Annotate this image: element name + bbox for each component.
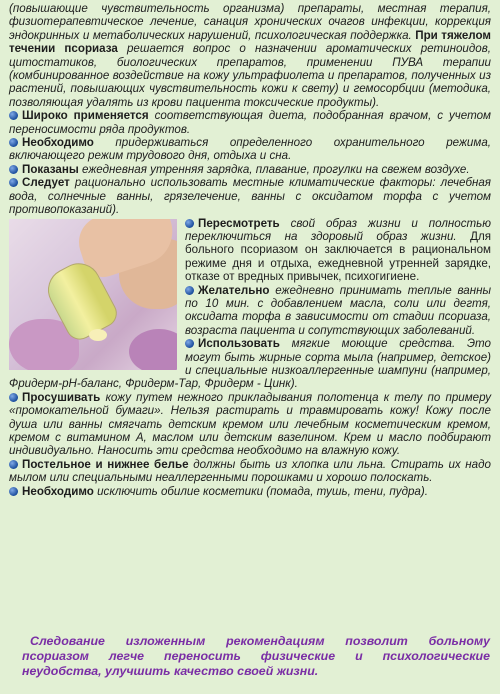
bullet-icon xyxy=(9,460,18,469)
conclusion-text: Следование изложенным рекомендациям позволит больному псориазом легче переносить физические и психологические неудобства, улучшить качество своей жизни. xyxy=(22,634,490,678)
list-item-exercise: Показаны ежедневная утренняя зарядка, плавание, прогулки на свежем воздухе. xyxy=(9,163,491,176)
list-item-soap: Использовать мягкие моющие средства. Это могут быть жирные сорта мыла (например, детское) и специальные низкоаллергенные шампуни (например, Фридерм-pH-баланс, Фридерм-Тар, Фридерм - Цинк). xyxy=(9,337,491,391)
bullet-icon xyxy=(9,393,18,402)
bullet-icon xyxy=(9,111,18,120)
list-item-baths: Желательно ежедневно принимать теплые ванны по 10 мин. с добавлением масла, соли или дегтя, оксидата торфа в зависимости от стадии псориаза, возраста пациента и сопутствующих заболеваний. xyxy=(185,283,491,337)
list-item-drying: Просушивать кожу путем нежного прикладывания полотенца к телу по примеру «промокательной бумаги». Нельзя растирать и травмировать кожу! Кожу после душа или ванны смягчать детским кремом или лечебным косметическим кремом, кремом с витамином А, маслом или детским вазелином. Крем и масло подбирают индивидуально. Наносить эти средства необходимо на влажную кожу. xyxy=(9,390,491,458)
bullet-icon xyxy=(9,178,18,187)
article-body xyxy=(9,2,491,498)
list-item-lifestyle: Пересмотреть свой образ жизни и полностью переключиться на здоровый образ жизни. Для больного псориазом он заключается в рациональном режиме дня и отдыха, ежедневной утренней зарядке, отказе от вредных привычек, психогигиене. xyxy=(185,216,491,284)
bullet-icon xyxy=(185,286,194,295)
bullet-icon xyxy=(9,165,18,174)
bullet-icon xyxy=(185,339,194,348)
list-item-linen: Постельное и нижнее белье должны быть из хлопка или льна. Стирать их надо мылом или специальными неаллергенными порошками и хорошо полоскать. xyxy=(9,457,491,485)
bullet-icon xyxy=(9,138,18,147)
list-item-cosmetics: Необходимо исключить обилие косметики (помада, тушь, тени, пудра). xyxy=(9,485,491,498)
paragraph-treatment: (повышающие чувствительность организма) препараты, местная терапия, физиотерапевтическое лечение, санация хронических очагов инфекции, коррекция эндокринных и метаболических нарушений, психологическая поддержка. При тяжелом течении псориаза решается вопрос о назначении ароматических ретиноидов, цитостатиков, биологических препаратов, применении ПУВА терапии (комбинированное воздействие на кожу ультрафиолета и препаратов, полученных из растений, повышающих чувствительность кожи к свету) и гемосорбции (методика, позволяющая удалять из крови пациента токсические продукты). xyxy=(9,2,492,109)
list-item-diet: Широко применяется соответствующая диета, подобранная врачом, с учетом переносимости ряда продуктов. xyxy=(9,109,491,136)
bullet-icon xyxy=(185,219,194,228)
list-item-regime: Необходимо придерживаться определенного охранительного режима, включающего режим трудового дня, отдыха и сна. xyxy=(9,136,491,163)
bullet-icon xyxy=(9,487,18,496)
oil-bottle-photo xyxy=(9,219,177,370)
list-item-climate: Следует рационально использовать местные климатические факторы: лечебная вода, солнечные ванны, грязелечение, ванны с оксидатом торфа с учетом противопоказаний). xyxy=(9,176,491,217)
